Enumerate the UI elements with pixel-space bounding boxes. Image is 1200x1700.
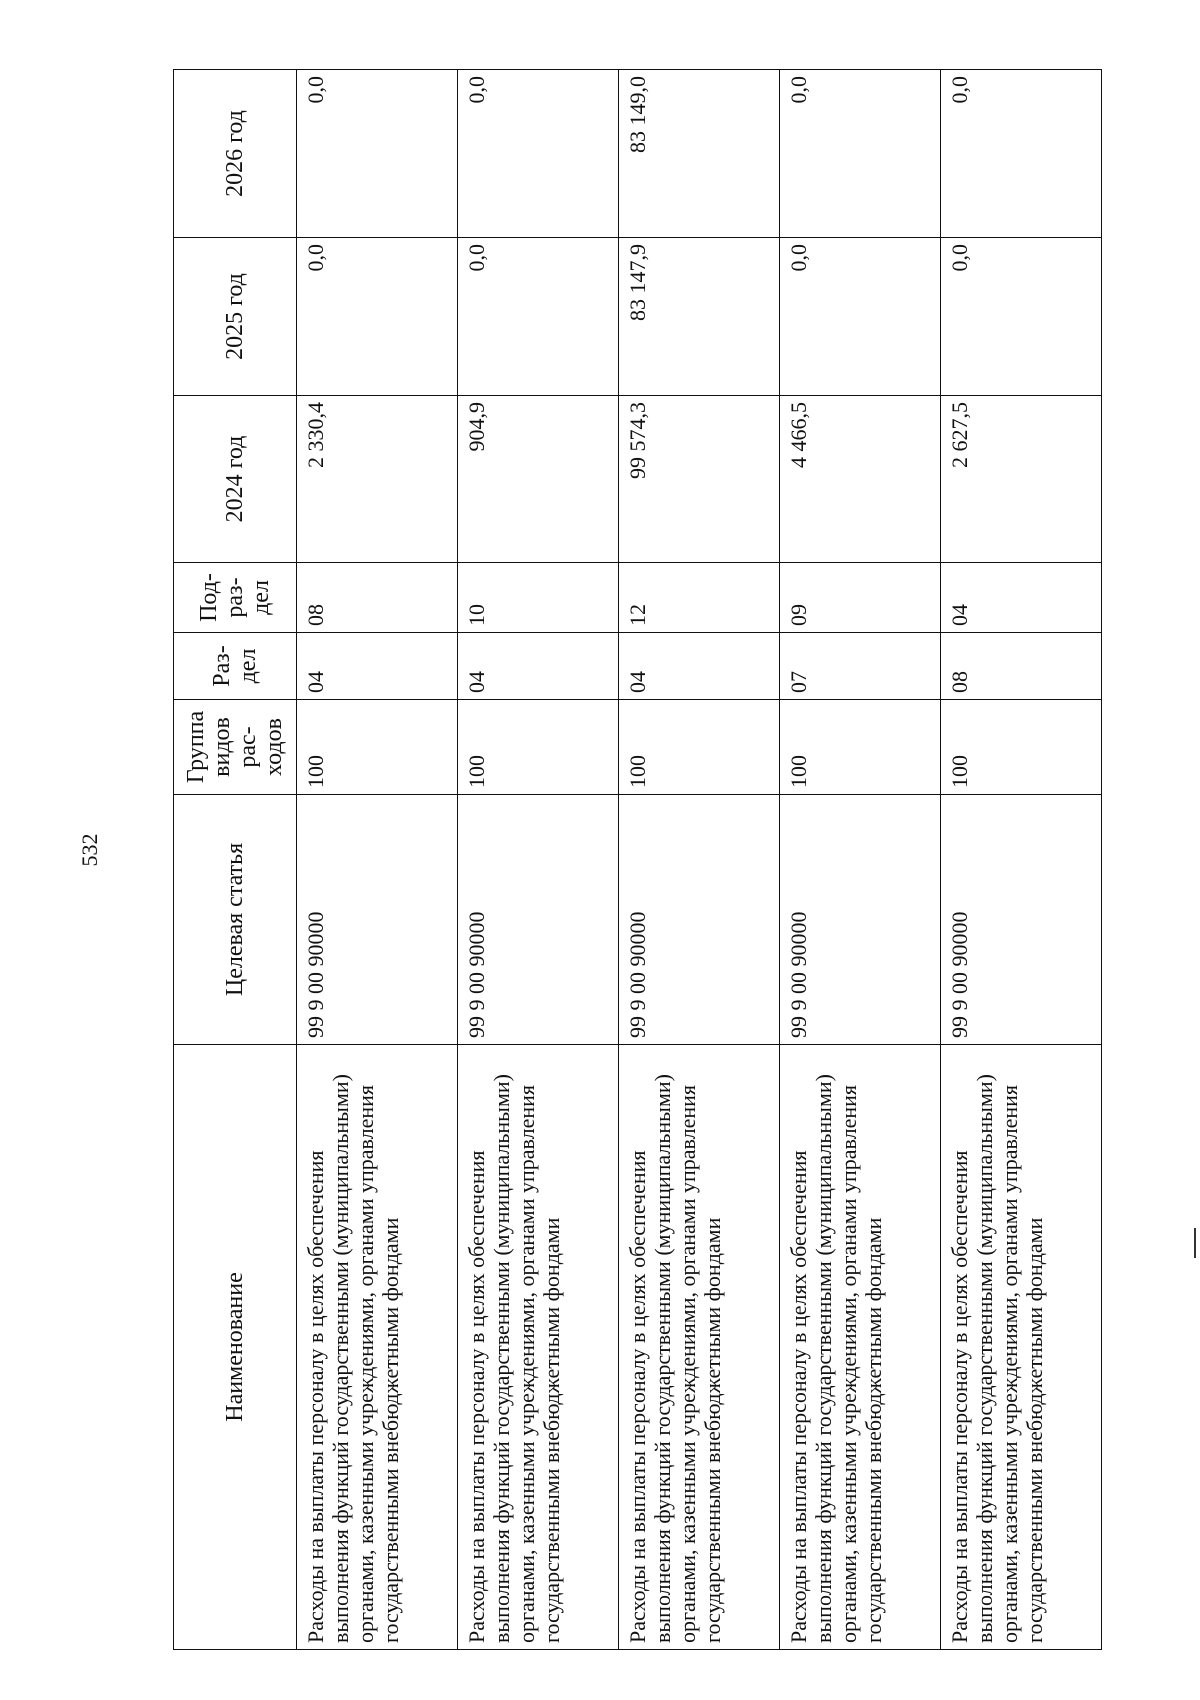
header-row: [174, 70, 297, 1650]
row-2026: 83 149,0: [619, 70, 780, 238]
row-2025: 0,0: [458, 238, 619, 396]
row-subsection: 12: [619, 563, 780, 633]
row-2025: 0,0: [780, 238, 941, 396]
row-section: 04: [458, 633, 619, 700]
row-section: 08: [941, 633, 1102, 700]
header-year-2026: 2026 год: [174, 70, 297, 238]
row-2024: 4 466,5: [780, 396, 941, 563]
row-name: Расходы на выплаты персоналу в целях обеспечения выполнения функций государственными (муниципальными) органами, казенными учреждениями, органами управления государственными внебюджетными фондами: [619, 1045, 780, 1650]
row-section: 04: [297, 633, 458, 700]
table-row: [941, 70, 1102, 1650]
table-row: [780, 70, 941, 1650]
header-expense-group: Группа видов рас-ходов: [174, 700, 297, 795]
row-2025: 83 147,9: [619, 238, 780, 396]
row-2026: 0,0: [780, 70, 941, 238]
row-target-article: 99 9 00 90000: [619, 795, 780, 1045]
table-row: [297, 70, 458, 1650]
row-2024: 904,9: [458, 396, 619, 563]
row-subsection: 08: [297, 563, 458, 633]
row-2026: 0,0: [297, 70, 458, 238]
row-subsection: 09: [780, 563, 941, 633]
row-subsection: 10: [458, 563, 619, 633]
row-target-article: 99 9 00 90000: [780, 795, 941, 1045]
row-2024: 2 330,4: [297, 396, 458, 563]
table-container: [173, 70, 1101, 1650]
row-name: Расходы на выплаты персоналу в целях обеспечения выполнения функций государственными (муниципальными) органами, казенными учреждениями, органами управления государственными внебюджетными фондами: [780, 1045, 941, 1650]
margin-dash: [1194, 1228, 1196, 1258]
header-year-2024: 2024 год: [174, 396, 297, 563]
row-target-article: 99 9 00 90000: [458, 795, 619, 1045]
row-2026: 0,0: [458, 70, 619, 238]
row-name: Расходы на выплаты персоналу в целях обеспечения выполнения функций государственными (муниципальными) органами, казенными учреждениями, органами управления государственными внебюджетными фондами: [458, 1045, 619, 1650]
header-target-article: Целевая статья: [174, 795, 297, 1045]
row-expense-group: 100: [780, 700, 941, 795]
row-name: Расходы на выплаты персоналу в целях обеспечения выполнения функций государственными (муниципальными) органами, казенными учреждениями, органами управления государственными внебюджетными фондами: [297, 1045, 458, 1650]
row-expense-group: 100: [458, 700, 619, 795]
header-section: Раз-дел: [174, 633, 297, 700]
row-section: 07: [780, 633, 941, 700]
table-row: [619, 70, 780, 1650]
row-expense-group: 100: [941, 700, 1102, 795]
row-2024: 2 627,5: [941, 396, 1102, 563]
row-2025: 0,0: [941, 238, 1102, 396]
row-2025: 0,0: [297, 238, 458, 396]
table-row: [458, 70, 619, 1650]
header-year-2025: 2025 год: [174, 238, 297, 396]
budget-table: [173, 69, 1102, 1650]
header-subsection: Под-раз-дел: [174, 563, 297, 633]
row-2024: 99 574,3: [619, 396, 780, 563]
row-name: Расходы на выплаты персоналу в целях обеспечения выполнения функций государственными (муниципальными) органами, казенными учреждениями, органами управления государственными внебюджетными фондами: [941, 1045, 1102, 1650]
row-target-article: 99 9 00 90000: [297, 795, 458, 1045]
row-expense-group: 100: [297, 700, 458, 795]
row-expense-group: 100: [619, 700, 780, 795]
row-subsection: 04: [941, 563, 1102, 633]
page-number: 532: [77, 833, 102, 867]
row-2026: 0,0: [941, 70, 1102, 238]
row-section: 04: [619, 633, 780, 700]
header-name: Наименование: [174, 1045, 297, 1650]
row-target-article: 99 9 00 90000: [941, 795, 1102, 1045]
